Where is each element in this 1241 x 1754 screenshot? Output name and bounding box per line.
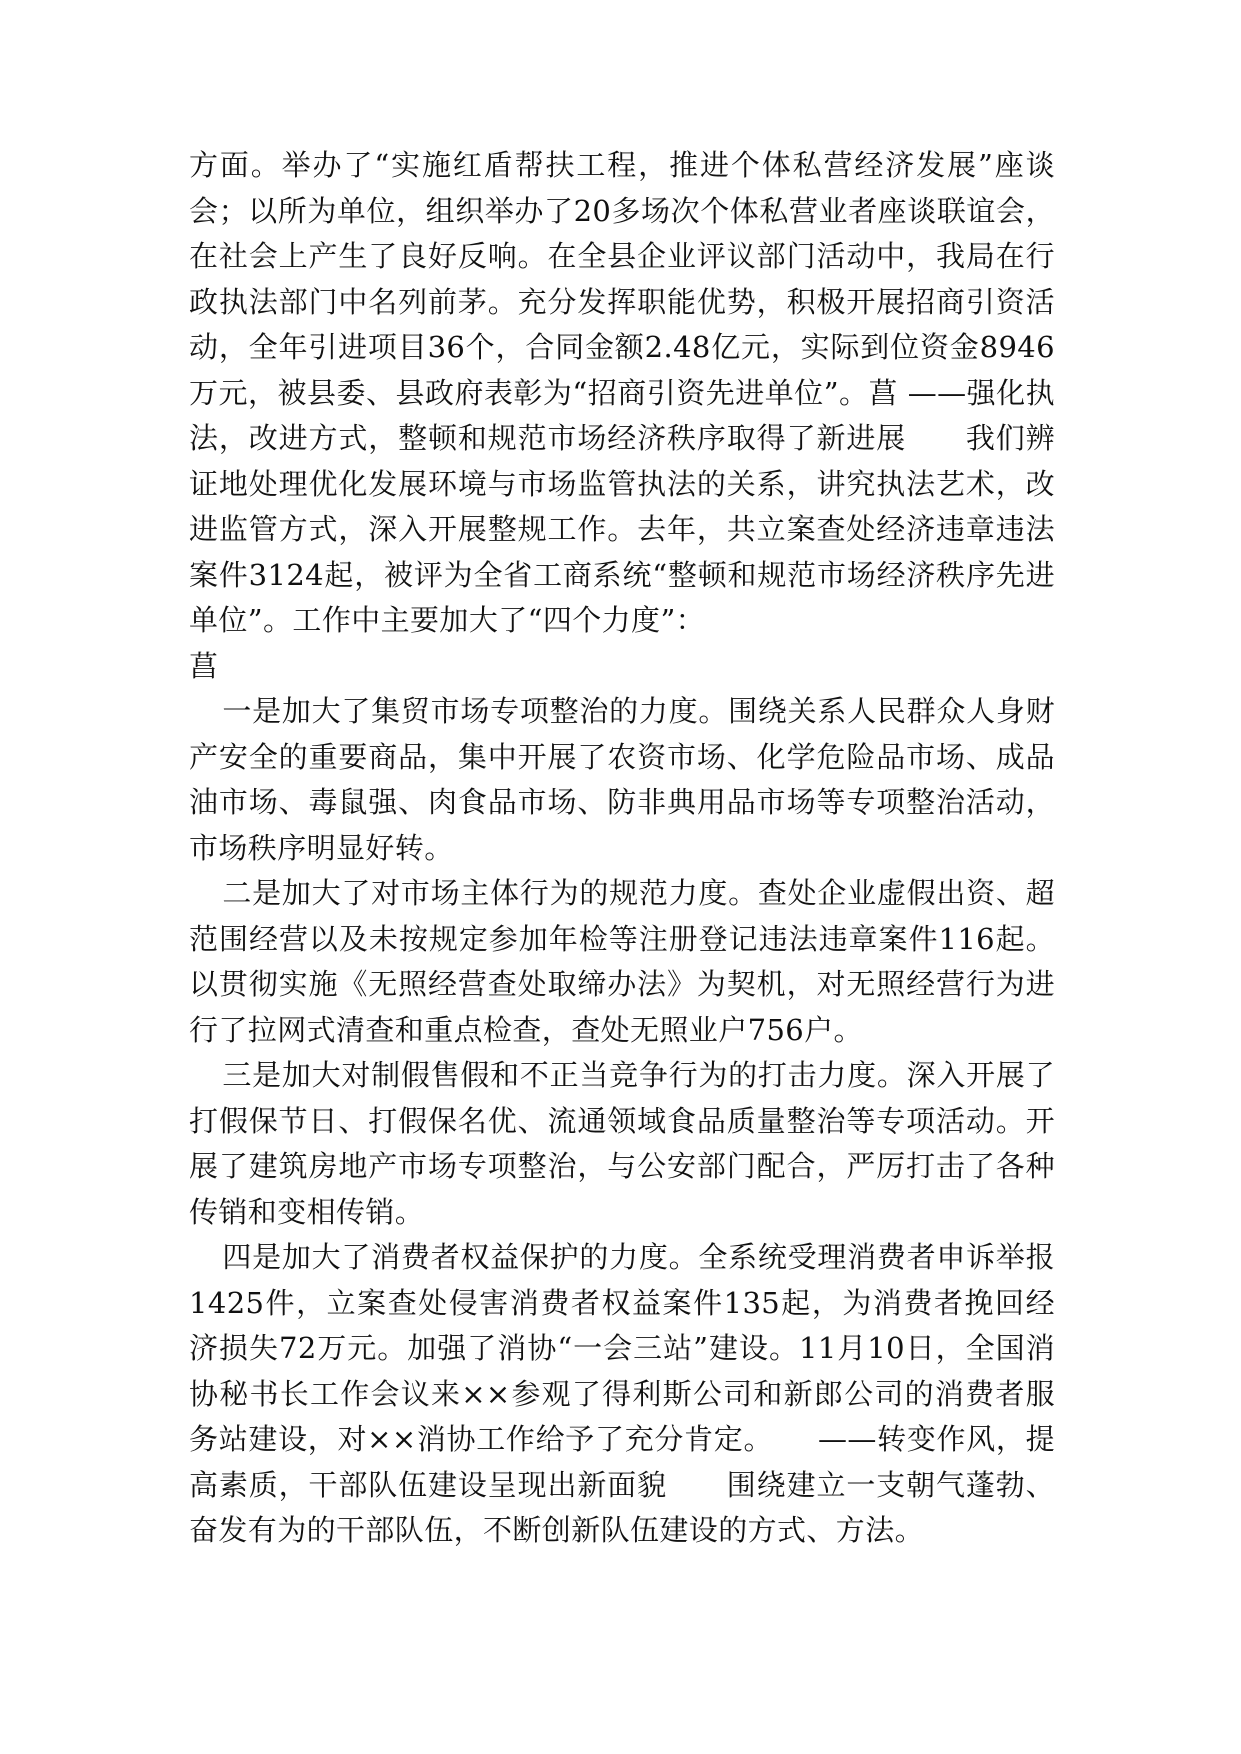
paragraph-market-entity: 二是加大了对市场主体行为的规范力度。查处企业虚假出资、超范围经营以及未按规定参加年检等注册登记违法违章案件116起。以贯彻实施《无照经营查处取缔办法》为契机，对无照经营行为进行了拉网式清查和重点检查，查处无照业户756户。 bbox=[189, 876, 1055, 1047]
paragraph-market-rectification: 一是加大了集贸市场专项整治的力度。围绕关系人民群众人身财产安全的重要商品，集中开展了农资市场、化学危险品市场、成品油市场、毒鼠强、肉食品市场、防非典用品市场等专项整治活动，市场秩序明显好转。 bbox=[189, 694, 1055, 865]
paragraph-stray-char: 菖 bbox=[189, 648, 219, 683]
paragraph-counterfeit: 三是加大对制假售假和不正当竞争行为的打击力度。深入开展了打假保节日、打假保名优、流通领域食品质量整治等专项活动。开展了建筑房地产市场专项整治，与公安部门配合，严厉打击了各种传销和变相传销。 bbox=[189, 1058, 1055, 1229]
document-body bbox=[189, 143, 1055, 1554]
paragraph-consumer-rights: 四是加大了消费者权益保护的力度。全系统受理消费者申诉举报1425件，立案查处侵害消费者权益案件135起，为消费者挽回经济损失72万元。加强了消协“一会三站”建设。11月10日，全国消协秘书长工作会议来××参观了得利斯公司和新郎公司的消费者服务站建设，对××消协工作给予了充分肯定。 ——转变作风，提高素质，干部队伍建设呈现出新面貌 围绕建立一支朝气蓬勃、奋发有为的干部队伍，不断创新队伍建设的方式、方法。 bbox=[189, 1240, 1055, 1547]
paragraph-intro: 方面。举办了“实施红盾帮扶工程，推进个体私营经济发展”座谈会；以所为单位，组织举办了20多场次个体私营业者座谈联谊会，在社会上产生了良好反响。在全县企业评议部门活动中，我局在行政执法部门中名列前茅。充分发挥职能优势，积极开展招商引资活动，全年引进项目36个，合同金额2.48亿元，实际到位资金8946万元，被县委、县政府表彰为“招商引资先进单位”。菖 ——强化执法，改进方式，整顿和规范市场经济秩序取得了新进展 我们辨证地处理优化发展环境与市场监管执法的关系，讲究执法艺术，改进监管方式，深入开展整规工作。去年，共立案查处经济违章违法案件3124起，被评为全省工商系统“整顿和规范市场经济秩序先进单位”。工作中主要加大了“四个力度”： bbox=[189, 148, 1055, 637]
